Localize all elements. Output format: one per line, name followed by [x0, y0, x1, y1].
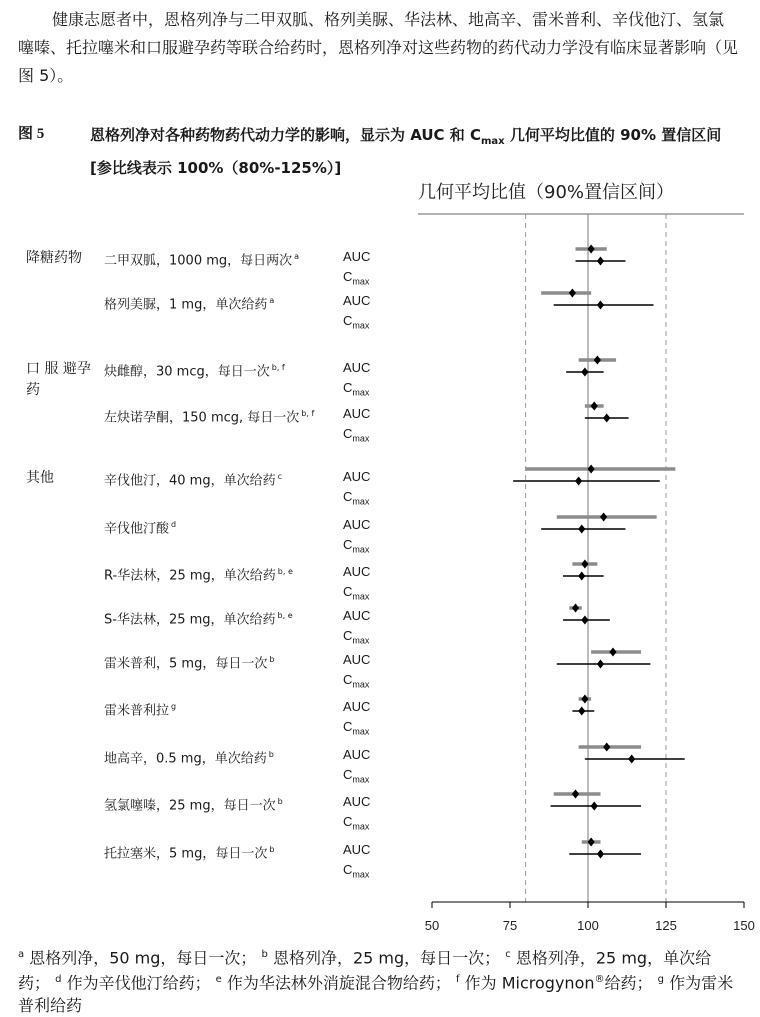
cmax-point [603, 414, 610, 423]
cmax-sub: max [352, 433, 370, 444]
cmax-point [597, 301, 604, 310]
cmax-point [591, 802, 598, 811]
cmax-main: C [343, 537, 353, 552]
category-oral-contraceptive: 口 服 避孕药 [26, 361, 91, 398]
drug-footnote-mark: g [171, 702, 177, 711]
fn-mark-e: e [215, 974, 222, 986]
x-tick-label: 125 [655, 918, 677, 933]
auc-point [581, 560, 588, 569]
cmax-point [597, 850, 604, 859]
drug-name: 雷米普利拉 [104, 703, 170, 719]
fn-d: 作为辛伐他汀给药； [66, 973, 211, 993]
auc-point [594, 356, 601, 365]
auc-point [581, 695, 588, 704]
drug-name: 托拉塞米，5 mg，每日一次 [104, 846, 268, 862]
fn-mark-b: b [261, 949, 268, 960]
drug-name: S-华法林，25 mg，单次给药 [104, 612, 276, 628]
figure-label: 图 5 [18, 126, 45, 142]
drug-footnote-mark: b [269, 655, 275, 664]
auc-point [588, 838, 595, 847]
cmax-sub: max [352, 544, 370, 555]
drug-name: 辛伐他汀酸 [104, 521, 170, 537]
metric-auc-label: AUC [343, 652, 371, 667]
fn-c: 恩格列净，25 mg，单次给药； [18, 948, 712, 993]
drug-name: 辛伐他汀，40 mg，单次给药 [104, 473, 276, 489]
cmax-main: C [343, 628, 353, 643]
cmax-sub: max [352, 387, 370, 398]
metric-auc-label: AUC [343, 249, 371, 264]
drug-footnote-mark: a [294, 252, 300, 261]
cmax-main: C [343, 814, 353, 829]
cmax-point [575, 477, 582, 486]
cmax-sub: max [352, 635, 370, 646]
cmax-main: C [343, 719, 353, 734]
cmax-point [581, 368, 588, 377]
drug-footnote-mark: b, f [271, 363, 285, 372]
x-tick-label: 100 [577, 918, 599, 933]
auc-point [588, 245, 595, 254]
cmax-sub: max [352, 276, 370, 287]
footnote [18, 944, 743, 1017]
fn-g: 作为雷米普利给药 [18, 973, 734, 1015]
drug-footnote-mark: b [269, 845, 275, 854]
drug-name: R-华法林，25 mg，单次给药 [104, 568, 276, 584]
category-antidiabetic: 降糖药物 [26, 250, 82, 266]
auc-point [600, 513, 607, 522]
drug-footnote-mark: b, e [277, 611, 293, 620]
caption-part2: 几何平均比值的 90% 置信区间[参比线表示 100%（80%-125%）] [90, 126, 722, 177]
cmax-sub: max [352, 821, 370, 832]
caption-sub: max [481, 136, 505, 147]
drug-name: 地高辛，0.5 mg，单次给药 [104, 751, 267, 767]
metric-auc-label: AUC [343, 842, 371, 857]
cmax-main: C [343, 380, 353, 395]
caption-part1: 恩格列净对各种药物药代动力学的影响，显示为 AUC 和 C [90, 126, 482, 144]
cmax-point [578, 707, 585, 716]
auc-point [572, 790, 579, 799]
metric-auc-label: AUC [343, 747, 371, 762]
auc-point [572, 604, 579, 613]
cmax-point [597, 660, 604, 669]
auc-point [591, 402, 598, 411]
auc-point [588, 465, 595, 474]
drug-name: 左炔诺孕酮，150 mcg, 每日一次 [104, 410, 300, 426]
drug-footnote-mark: b [268, 750, 274, 759]
drug-name: 氢氯噻嗪，25 mg，每日一次 [104, 798, 276, 814]
drug-footnote-mark: b, f [301, 409, 315, 418]
metric-auc-label: AUC [343, 517, 371, 532]
drug-name: 炔雌醇，30 mcg，每日一次 [104, 364, 270, 380]
metric-auc-label: AUC [343, 794, 371, 809]
cmax-sub: max [352, 679, 370, 690]
cmax-sub: max [352, 496, 370, 507]
auc-point [569, 289, 576, 298]
fn-mark-d: d [55, 974, 62, 986]
auc-point [603, 743, 610, 752]
x-tick-label: 50 [424, 918, 440, 933]
cmax-point [581, 616, 588, 625]
fn-mark-f: f [456, 974, 460, 986]
metric-auc-label: AUC [343, 564, 371, 579]
drug-footnote-mark: a [269, 296, 275, 305]
category-other: 其他 [26, 470, 54, 486]
fn-e: 作为华法林外消旋混合物给药； [226, 973, 451, 993]
metric-auc-label: AUC [343, 469, 371, 484]
cmax-main: C [343, 426, 353, 441]
cmax-point [578, 525, 585, 534]
cmax-sub: max [352, 726, 370, 737]
cmax-main: C [343, 489, 353, 504]
fn-f-pre: 作为 Microgynon [464, 973, 595, 993]
x-tick-label: 150 [733, 918, 755, 933]
cmax-point [628, 755, 635, 764]
metric-auc-label: AUC [343, 406, 371, 421]
cmax-point [578, 572, 585, 581]
cmax-main: C [343, 862, 353, 877]
x-tick-label: 75 [502, 918, 518, 933]
cmax-sub: max [352, 320, 370, 331]
auc-point [609, 648, 616, 657]
metric-auc-label: AUC [343, 608, 371, 623]
axis-title: 几何平均比值（90%置信区间） [418, 182, 675, 203]
cmax-sub: max [352, 591, 370, 602]
fn-mark-g: g [657, 974, 664, 986]
drug-footnote-mark: b [277, 797, 283, 806]
drug-footnote-mark: c [277, 472, 282, 481]
fn-b: 恩格列净，25 mg，每日一次； [272, 948, 501, 968]
metric-auc-label: AUC [343, 360, 371, 375]
drug-footnote-mark: b, e [277, 567, 293, 576]
cmax-sub: max [352, 774, 370, 785]
cmax-sub: max [352, 869, 370, 880]
intro-text: 健康志愿者中，恩格列净与二甲双胍、格列美脲、华法林、地高辛、雷米普利、辛伐他汀、氢氯噻嗪、托拉噻米和口服避孕药等联合给药时，恩格列净对这些药物的药代动力学没有临床显著影响（见图 5）。 [18, 10, 739, 85]
cmax-point [597, 257, 604, 266]
drug-name: 格列美脲，1 mg，单次给药 [104, 297, 268, 313]
fn-mark-a: a [18, 949, 25, 960]
drug-footnote-mark: d [171, 520, 177, 529]
cmax-main: C [343, 584, 353, 599]
cmax-main: C [343, 767, 353, 782]
cmax-main: C [343, 313, 353, 328]
fn-f-reg: ® [594, 974, 605, 986]
metric-auc-label: AUC [343, 293, 371, 308]
cmax-main: C [343, 269, 353, 284]
metric-auc-label: AUC [343, 699, 371, 714]
cmax-main: C [343, 672, 353, 687]
drug-name: 二甲双胍，1000 mg，每日两次 [104, 253, 293, 269]
fn-a: 恩格列净，50 mg，每日一次； [29, 948, 257, 968]
drug-name: 雷米普利，5 mg，每日一次 [104, 656, 268, 672]
fn-mark-c: c [505, 949, 511, 960]
fn-f-post: 给药； [604, 973, 653, 993]
